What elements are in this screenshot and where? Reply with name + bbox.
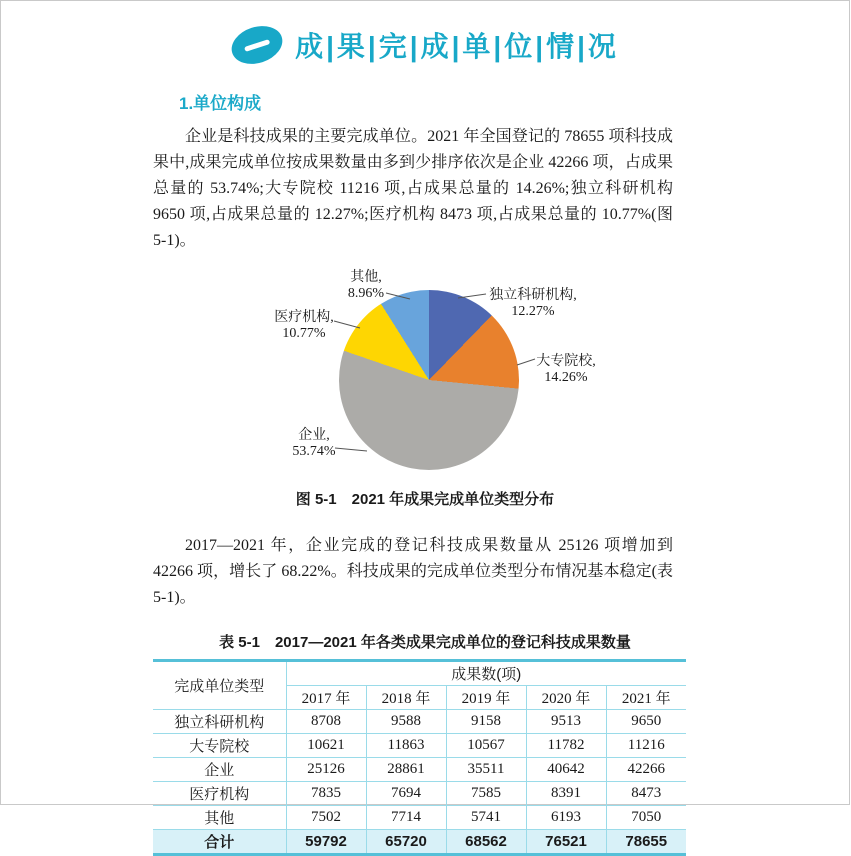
cell-value: 11863 [366, 734, 446, 758]
header-year: 2021 年 [606, 686, 686, 710]
leader-lines [1, 268, 851, 480]
header-unit-type: 完成单位类型 [153, 661, 286, 710]
pie-label-name: 独立科研机构, [489, 288, 577, 303]
chapter-header [1, 25, 849, 65]
pie-label-name: 其他, [350, 270, 382, 285]
row-label: 独立科研机构 [153, 710, 286, 734]
cell-value: 40642 [526, 758, 606, 782]
cell-value: 5741 [446, 806, 526, 830]
header-year: 2017 年 [286, 686, 366, 710]
cell-value: 11782 [526, 734, 606, 758]
cell-value: 7714 [366, 806, 446, 830]
section-heading: 1.单位构成 [179, 94, 262, 113]
total-value: 65720 [366, 830, 446, 855]
pie-chart-figure [1, 268, 849, 480]
pie-label-pct: 14.26% [544, 370, 588, 385]
pie-label-pct: 10.77% [282, 326, 326, 341]
total-value: 59792 [286, 830, 366, 855]
pie-label-name: 医疗机构, [274, 310, 334, 325]
cell-value: 28861 [366, 758, 446, 782]
cell-value: 25126 [286, 758, 366, 782]
pie-label-pct: 8.96% [347, 286, 385, 301]
pie-label-research-institute [474, 288, 592, 320]
pie-label-pct: 12.27% [511, 304, 555, 319]
total-value: 76521 [526, 830, 606, 855]
pie-label-pct: 53.74% [292, 444, 336, 459]
cell-value: 10567 [446, 734, 526, 758]
row-label: 医疗机构 [153, 782, 286, 806]
chapter-title: 成|果|完|成|单|位|情|况 [295, 31, 619, 62]
cell-value: 7835 [286, 782, 366, 806]
cell-value: 35511 [446, 758, 526, 782]
pie-label-enterprise [282, 428, 346, 460]
total-label: 合计 [153, 830, 286, 855]
cell-value: 7585 [446, 782, 526, 806]
table-row [153, 758, 686, 782]
pie-label-other [334, 270, 398, 302]
pie-label-college [524, 354, 608, 386]
row-label: 大专院校 [153, 734, 286, 758]
figure-caption: 图 5-1 2021 年成果完成单位类型分布 [295, 491, 555, 508]
table-row [153, 782, 686, 806]
table-row [153, 806, 686, 830]
cell-value: 11216 [606, 734, 686, 758]
results-table [153, 659, 686, 856]
table-header-row-group [153, 661, 686, 686]
cell-value: 10621 [286, 734, 366, 758]
cell-value: 9650 [606, 710, 686, 734]
header-results-count: 成果数(项) [286, 661, 686, 686]
header-year: 2020 年 [526, 686, 606, 710]
pie-label-name: 大专院校, [536, 354, 596, 369]
cell-value: 42266 [606, 758, 686, 782]
cell-value: 9513 [526, 710, 606, 734]
chapter-number-icon [227, 20, 288, 70]
table-total-row [153, 830, 686, 855]
cell-value: 9588 [366, 710, 446, 734]
table-row [153, 710, 686, 734]
header-year: 2019 年 [446, 686, 526, 710]
pie-label-medical [267, 310, 341, 342]
table-row [153, 734, 686, 758]
header-year: 2018 年 [366, 686, 446, 710]
body-paragraph-1: 企业是科技成果的主要完成单位。2021 年全国登记的 78655 项科技成果中,成果完成单位按成果数量由多到少排序依次是企业 42266 项，占成果总量的 53.74%;大专院校 11216 项,占成果总量的 14.26%;独立科研机构 9650 项,占成果总量的 12.27%;医疗机构 8473 项,占成果总量的 10.77%(图 5-1)。 [153, 128, 673, 249]
cell-value: 8391 [526, 782, 606, 806]
row-label: 企业 [153, 758, 286, 782]
pie-label-name: 企业, [298, 428, 330, 443]
cell-value: 8708 [286, 710, 366, 734]
cell-value: 7502 [286, 806, 366, 830]
total-value: 78655 [606, 830, 686, 855]
cell-value: 6193 [526, 806, 606, 830]
cell-value: 7050 [606, 806, 686, 830]
table-title: 表 5-1 2017—2021 年各类成果完成单位的登记科技成果数量 [219, 634, 631, 651]
cell-value: 8473 [606, 782, 686, 806]
total-value: 68562 [446, 830, 526, 855]
row-label: 其他 [153, 806, 286, 830]
cell-value: 7694 [366, 782, 446, 806]
dash-glyph [244, 39, 270, 52]
cell-value: 9158 [446, 710, 526, 734]
body-paragraph-2: 2017—2021 年，企业完成的登记科技成果数量从 25126 项增加到 42266 项，增长了 68.22%。科技成果的完成单位类型分布情况基本稳定(表 5-1)。 [153, 537, 673, 606]
